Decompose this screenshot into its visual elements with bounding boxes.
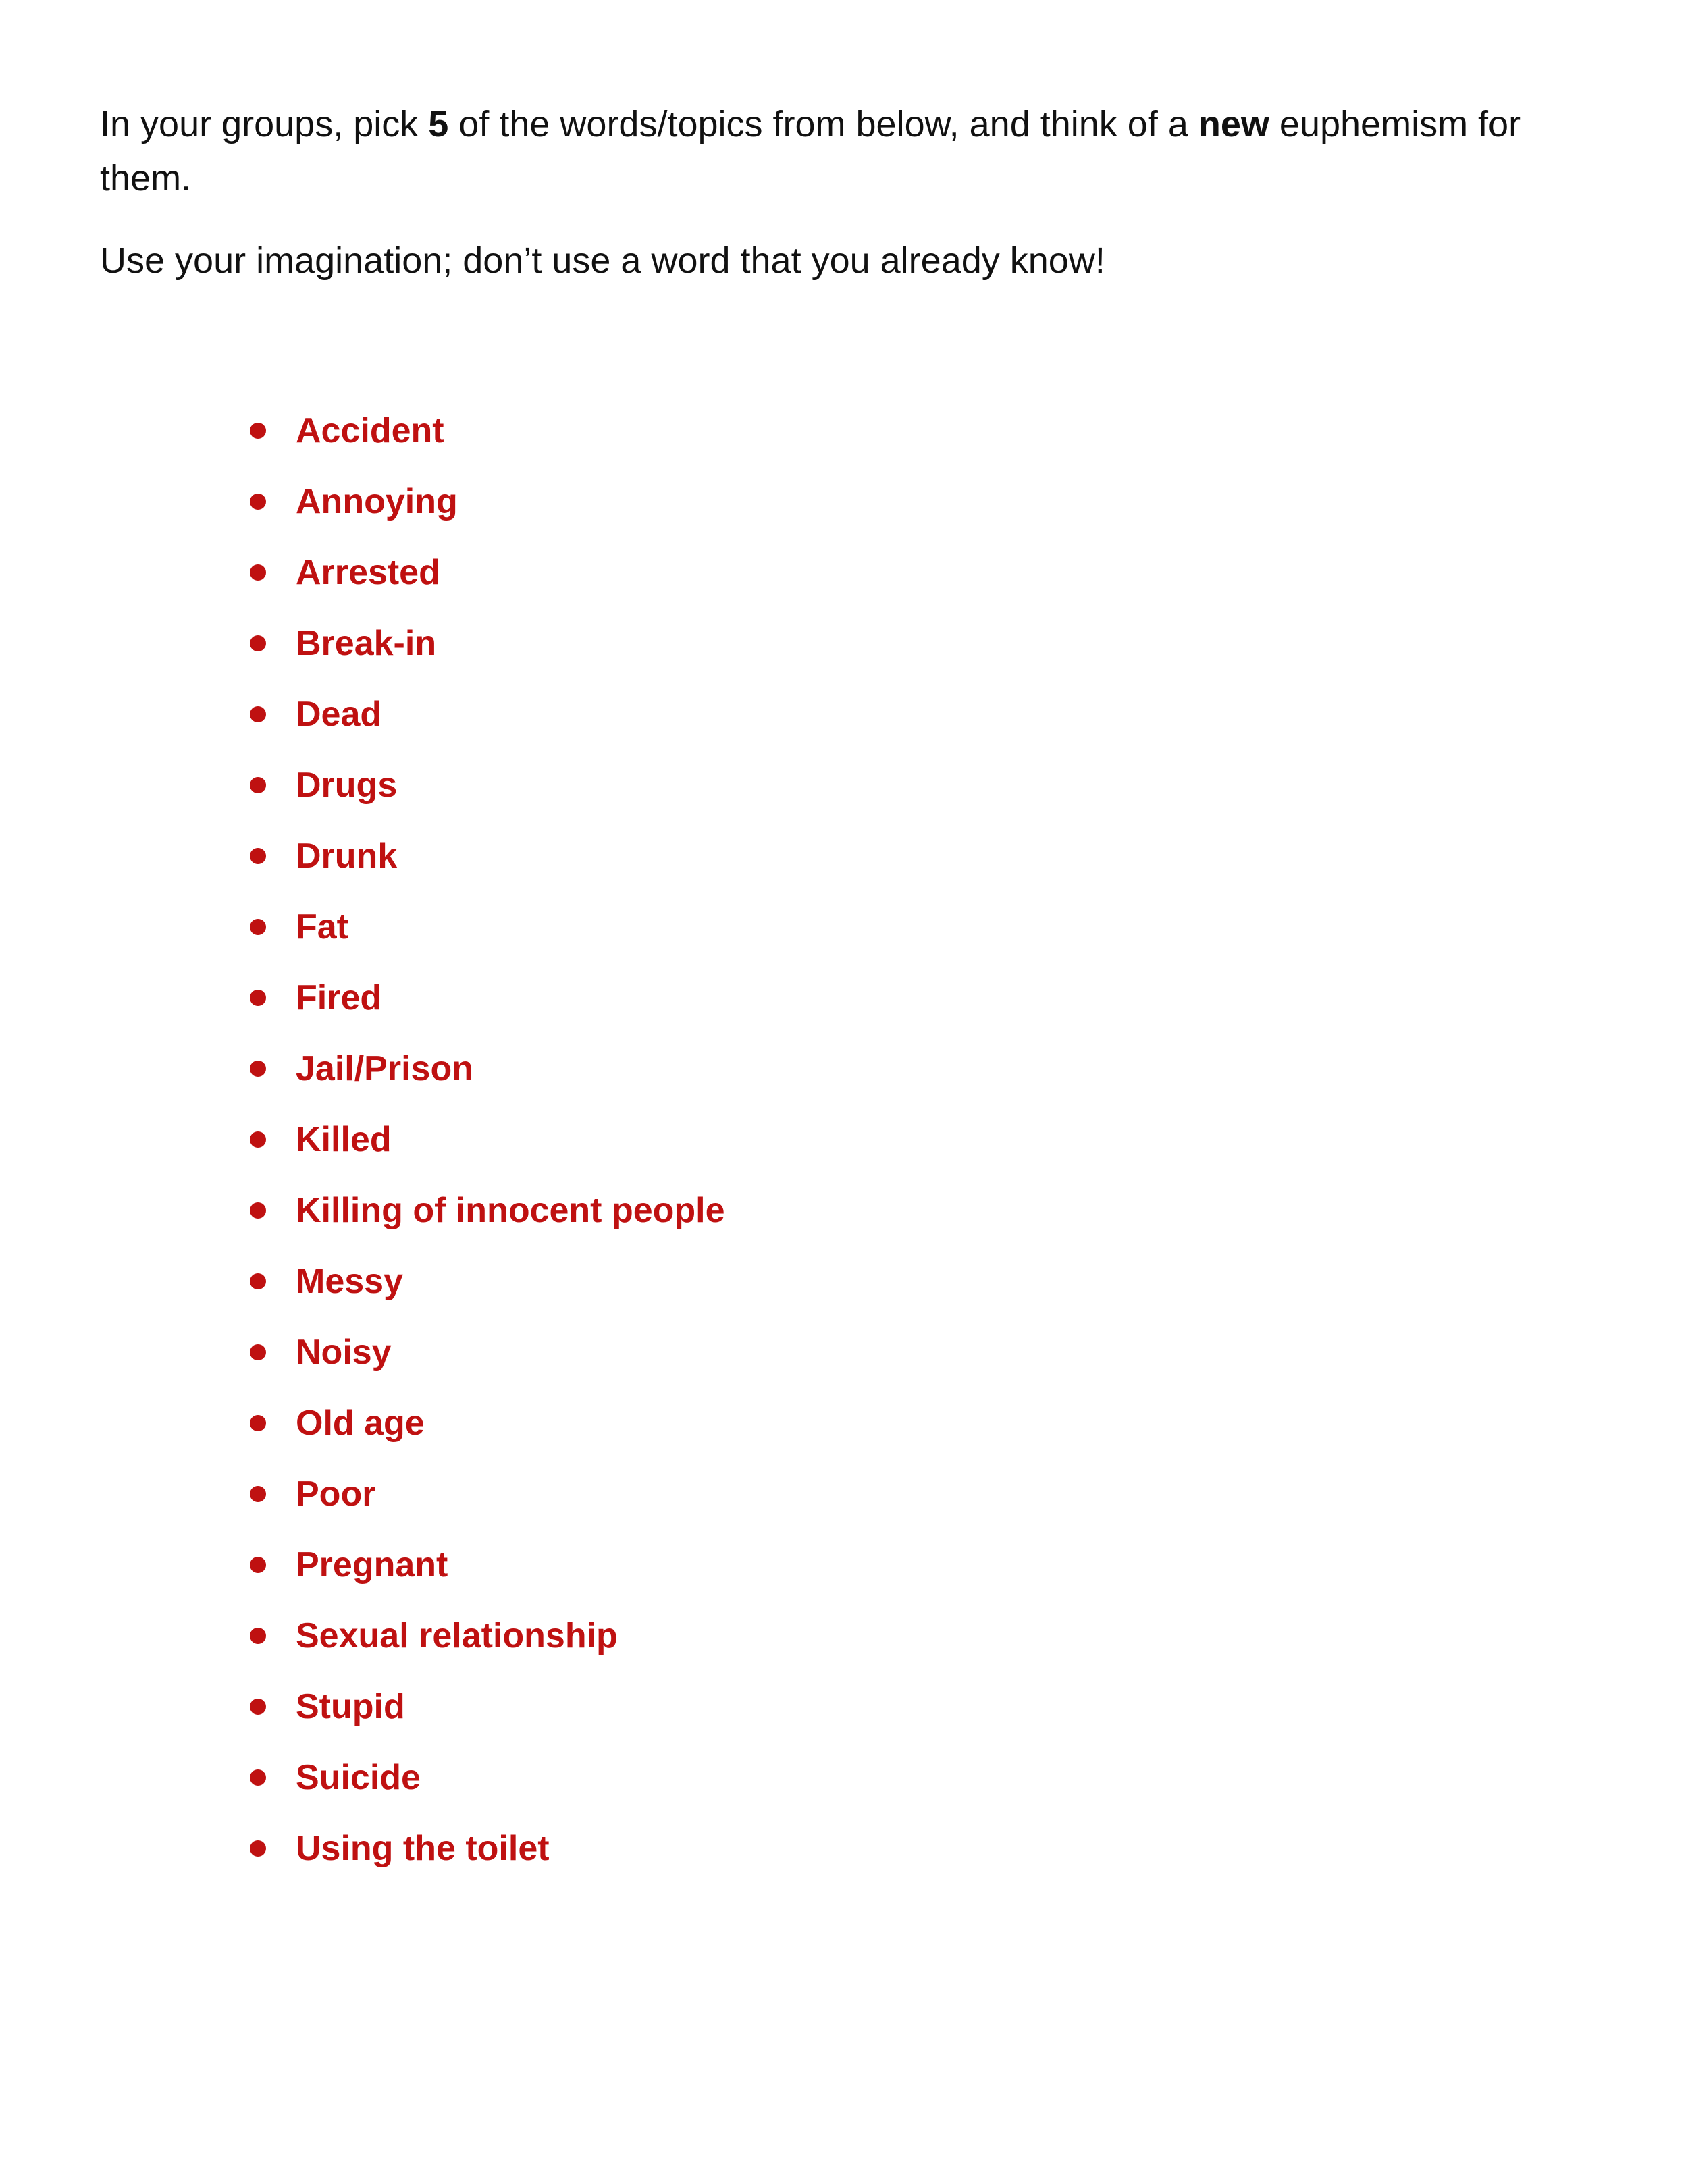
instruction-text-1: In your groups, pick (100, 104, 429, 144)
list-item (250, 395, 725, 466)
word-list (250, 395, 725, 1884)
list-item-label: Noisy (296, 1332, 392, 1372)
bullet-icon (250, 706, 266, 722)
list-item (250, 1104, 725, 1175)
list-item-label: Accident (296, 410, 444, 450)
list-item-label: Poor (296, 1474, 376, 1514)
bullet-icon (250, 1628, 266, 1644)
list-item-label: Fat (296, 907, 348, 947)
list-item (250, 1671, 725, 1742)
list-item (250, 1175, 725, 1246)
list-item-label: Drunk (296, 836, 398, 876)
list-item (250, 962, 725, 1033)
instruction-count: 5 (428, 104, 449, 144)
list-item (250, 466, 725, 537)
bullet-icon (250, 1131, 266, 1148)
list-item-label: Killed (296, 1119, 392, 1159)
bullet-icon (250, 1840, 266, 1857)
instruction-text-2: of the words/topics from below, and think of a (448, 104, 1198, 144)
list-item (250, 537, 725, 608)
list-item-label: Using the toilet (296, 1828, 550, 1868)
list-item-label: Sexual relationship (296, 1616, 618, 1655)
list-item (250, 1246, 725, 1316)
list-item-label: Arrested (296, 552, 440, 592)
list-item-label: Stupid (296, 1686, 405, 1726)
list-item-label: Drugs (296, 765, 398, 805)
list-item (250, 608, 725, 678)
bullet-icon (250, 848, 266, 864)
instruction-text-3: euphemism for them. (100, 104, 1521, 198)
bullet-icon (250, 1557, 266, 1573)
bullet-icon (250, 635, 266, 651)
bullet-icon (250, 1061, 266, 1077)
list-item-label: Pregnant (296, 1545, 448, 1584)
list-item (250, 1458, 725, 1529)
list-item (250, 1813, 725, 1884)
list-item-label: Fired (296, 978, 382, 1017)
list-item-label: Killing of innocent people (296, 1190, 725, 1230)
list-item-label: Suicide (296, 1757, 421, 1797)
list-item-label: Messy (296, 1261, 403, 1301)
list-item (250, 1529, 725, 1600)
list-item-label: Annoying (296, 481, 458, 521)
bullet-icon (250, 1415, 266, 1431)
bullet-icon (250, 919, 266, 935)
list-item-label: Dead (296, 694, 382, 734)
list-item (250, 749, 725, 820)
instruction-paragraph-2: Use your imagination; don’t use a word that you already know! (100, 240, 1105, 281)
bullet-icon (250, 777, 266, 793)
list-item (250, 1033, 725, 1104)
bullet-icon (250, 1486, 266, 1502)
bullet-icon (250, 564, 266, 581)
list-item (250, 891, 725, 962)
list-item-label: Jail/Prison (296, 1048, 473, 1088)
bullet-icon (250, 1344, 266, 1360)
instruction-paragraph-1 (100, 97, 1592, 205)
instruction-emphasis: new (1198, 104, 1269, 144)
list-item (250, 820, 725, 891)
instructions (100, 97, 1592, 288)
list-item-label: Old age (296, 1403, 425, 1443)
list-item (250, 1742, 725, 1813)
list-item (250, 1316, 725, 1387)
bullet-icon (250, 1273, 266, 1289)
bullet-icon (250, 1769, 266, 1786)
bullet-icon (250, 1699, 266, 1715)
bullet-icon (250, 494, 266, 510)
list-item (250, 1387, 725, 1458)
list-item (250, 1600, 725, 1671)
list-item (250, 678, 725, 749)
bullet-icon (250, 423, 266, 439)
bullet-icon (250, 990, 266, 1006)
bullet-icon (250, 1202, 266, 1219)
list-item-label: Break-in (296, 623, 437, 663)
